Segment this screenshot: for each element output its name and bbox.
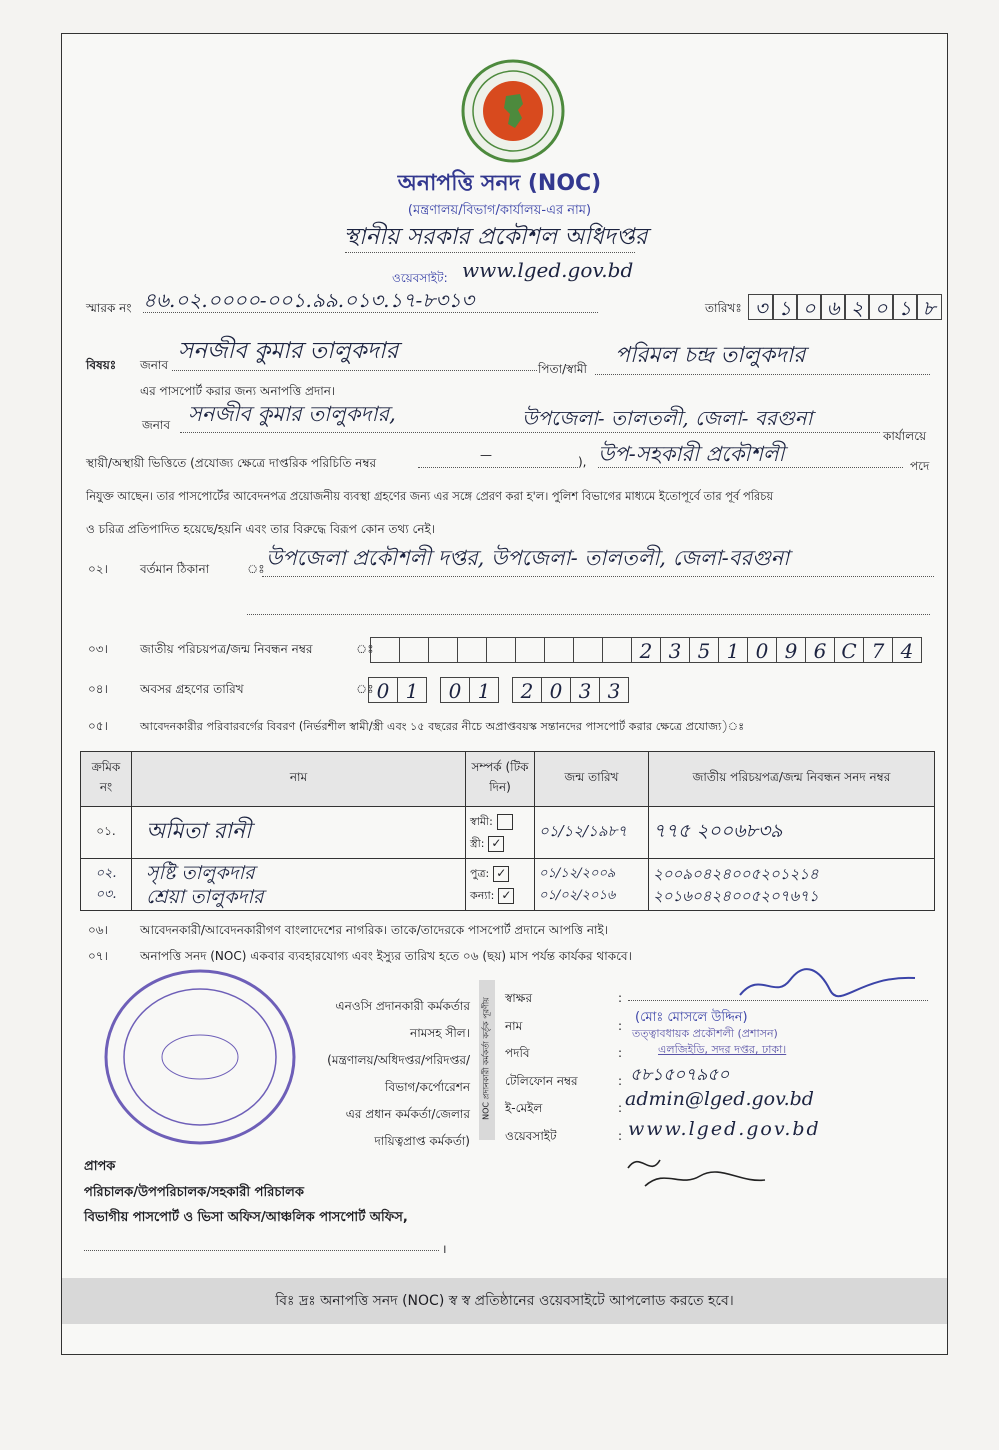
nid-digit [515,637,545,663]
date-boxes [748,294,940,322]
row-name: অমিতা রানী [132,807,466,859]
officer-website: www.lged.gov.bd [628,1118,821,1140]
date-digit: ৬ [820,294,846,320]
subject-mr-label: জনাব [140,358,169,372]
row-relation [466,807,535,859]
signature-scribble-icon [730,960,920,1010]
retire-digit: 1 [469,677,499,703]
father-name-underline [595,374,930,375]
basis-text: স্থায়ী/অস্থায়ী ভিত্তিতে (প্রযোজ্য ক্ষেত্রে দাপ্তরিক পরিচিতি নম্বর [86,456,377,470]
item-03-number: ০৩। [88,642,108,656]
nid-digit: 4 [892,637,922,663]
vertical-label: NOC প্রদানকারী কর্মকর্তা কর্তৃক পূরণীয় [481,997,491,1120]
family-table [80,751,935,911]
nid-digit [399,637,429,663]
nid-digit: 2 [631,637,661,663]
field-designation: পদবি [505,1046,530,1060]
table-header-row [81,752,935,807]
relation-checkbox[interactable]: ✓ [488,836,504,852]
close-paren: ), [578,455,587,469]
th-nid: জাতীয় পরিচয়পত্র/জন্ম নিবন্ধন সনদ নম্বর [649,752,935,807]
nid-digit [544,637,574,663]
father-label: পিতা/স্বামী [538,362,587,376]
row-nid [649,859,935,911]
row-relation [466,859,535,911]
body-line-3: নিযুক্ত আছেন। তার পাসপোর্টের আবেদনপত্র প্রয়োজনীয় ব্যবস্থা গ্রহণের জন্য এর সঙ্গে প্রেরণ করা হ'ল। পুলিশ বিভাগের মাধ্যমে ইতোপূর্বে তার পূর্ব পরিচয় [86,489,774,503]
website-value: www.lged.gov.bd [462,258,634,282]
retire-digit: 0 [368,677,398,703]
date-digit: ৩ [748,294,774,320]
item-07-number: ০৭। [88,949,108,963]
body-name-underline [180,432,880,433]
row-name [132,859,466,911]
th-relation: সম্পর্ক (টিক দিন) [466,752,535,807]
row-dob [535,859,649,911]
memo-underline [143,312,598,313]
issuer-line: নামসহ সীল। [410,1026,470,1040]
recipient-line-3 [84,1250,439,1251]
officer-email: admin@lged.gov.bd [625,1088,814,1110]
officer-phone: ৫৮১৫০৭৯৫০ [630,1065,730,1085]
designation-underline [598,467,903,468]
th-serial: ক্রমিক নং [81,752,132,807]
nid-digit [602,637,632,663]
present-address: উপজেলা প্রকৌশলী দপ্তর, উপজেলা- তালতলী, জেলা-বরগুনা [266,546,790,570]
office-stamp-icon [100,965,300,1150]
address-label: বর্তমান ঠিকানা [140,562,210,576]
colon: : [618,1018,623,1033]
retirement-colon: ঃ [356,682,374,696]
designation: উপ-সহকারী প্রকৌশলী [598,442,785,466]
issuer-line: এনওসি প্রদানকারী কর্মকর্তার [335,999,470,1013]
child-nid: ২০০৯০৪২৪০০৫২০১২১৪ [653,864,819,883]
issuer-line: দায়িত্বপ্রাপ্ত কর্মকর্তা) [374,1134,470,1148]
applicant-name-underline [172,370,537,371]
office-name-underline [345,252,635,253]
address-underline-2 [247,614,930,615]
item-04-number: ০৪। [88,682,108,696]
subject-purpose: এর পাসপোর্ট করার জন্য অনাপত্তি প্রদান। [140,384,336,398]
issuer-description [300,993,470,1155]
date-digit: ২ [844,294,870,320]
office-suffix: কার্যালয়ে [883,429,927,443]
issuer-line: বিভাগ/কর্পোরেশন [385,1080,470,1094]
retire-digit: 3 [599,677,629,703]
nid-digit: 5 [689,637,719,663]
retire-digit: 2 [512,677,542,703]
document-title: অনাপত্তি সনদ (NOC) [397,171,602,196]
item-06-number: ০৬। [88,923,108,937]
ministry-caption: (মন্ত্রণালয়/বিভাগ/কার্যালয়-এর নাম) [407,203,592,218]
body-name: সনজীব কুমার তালুকদার, [188,402,396,426]
nid-digit: 6 [805,637,835,663]
subject-label: বিষয়ঃ [86,358,117,372]
date-digit: ৮ [916,294,942,320]
nid-digit: 7 [863,637,893,663]
item-02-number: ০২। [88,562,108,576]
memo-label: স্মারক নং [86,301,132,315]
office-name: স্থানীয় সরকার প্রকৌশল অধিদপ্তর [343,224,648,250]
memo-number: ৪৬.০২.০০০০-০০১.৯৯.০১৩.১৭-৮৩১৩ [143,288,475,312]
issuer-field-labels [505,985,578,1150]
nid-digit [457,637,487,663]
recipient-line-1: পরিচালক/উপপরিচালক/সহকারী পরিচালক [84,1185,304,1200]
colon: : [618,1101,623,1115]
relation-label: কন্যা: [470,888,495,902]
retire-digit: 1 [397,677,427,703]
child-name: শ্রেয়া তালুকদার [146,885,264,908]
nid-colon: ঃ [356,642,374,656]
government-seal-icon [460,58,566,164]
nid-label: জাতীয় পরিচয়পত্র/জন্ম নিবন্ধন নম্বর [140,642,313,656]
date-digit: ১ [892,294,918,320]
field-telephone: টেলিফোন নম্বর [505,1073,578,1088]
validity-note: অনাপত্তি সনদ (NOC) একবার ব্যবহারযোগ্য এবং ইস্যুর তারিখ হতে ০৬ (ছয়) মাস পর্যন্ত কার্যকর থাকবে। [140,949,632,963]
vertical-label-bar [479,980,495,1140]
retirement-date-boxes [368,677,650,705]
date-label: তারিখঃ [705,301,742,315]
relation-label: স্ত্রী: [470,836,485,850]
field-website: ওয়েবসাইট [505,1128,557,1143]
officer-name: (মোঃ মোসলে উদ্দিন) [635,1010,748,1025]
recipient-line-2: বিভাগীয় পাসপোর্ট ও ভিসা অফিস/আঞ্চলিক পাসপোর্ট অফিস, [84,1210,408,1225]
row-dob: ০১/১২/১৯৮৭ [535,807,649,859]
table-row [81,807,935,859]
relation-checkbox[interactable] [497,814,513,830]
child-name: সৃষ্টি তালুকদার [146,861,255,884]
nid-digit [573,637,603,663]
colon: : [618,1073,623,1088]
post-suffix: পদে [910,459,930,473]
date-digit: ১ [772,294,798,320]
family-description-label: আবেদনকারীর পরিবারবর্গের বিবরণ (নির্ভরশীল স্বামী/স্ত্রী এবং ১৫ বছরের নীচে অপ্রাপ্তবয়স্ক সন্তানদের পাসপোর্ট করার ক্ষেত্রে প্রযোজ্য)ঃ [140,720,745,733]
retire-digit: 3 [570,677,600,703]
nid-boxes [370,637,935,665]
address-underline-1 [262,576,934,577]
colon: : [618,1046,623,1060]
retire-digit: 0 [541,677,571,703]
issuer-line: (মন্ত্রণালয়/অধিদপ্তর/পরিদপ্তর/ [327,1053,470,1067]
nid-digit [428,637,458,663]
citizenship-note: আবেদনকারী/আবেদনকারীগণ বাংলাদেশের নাগরিক। তাকে/তাদেরকে পাসপোর্ট প্রদানে আপত্তি নাই। [140,923,609,937]
official-id: — [480,448,492,462]
field-email: ই-মেইল [505,1101,543,1115]
relation-checkbox[interactable]: ✓ [493,866,509,882]
issuer-colons [618,985,622,1150]
initials-scribble-icon [620,1148,770,1196]
nid-digit: 0 [747,637,777,663]
office-location: উপজেলা- তালতলী, জেলা- বরগুনা [522,406,813,430]
address-colon: ঃ [247,562,265,576]
officer-designation: তত্ত্বাবধায়ক প্রকৌশলী (প্রশাসন) [632,1027,778,1040]
th-dob: জন্ম তারিখ [535,752,649,807]
nid-digit: 9 [776,637,806,663]
relation-checkbox[interactable]: ✓ [498,888,514,904]
field-signature: স্বাক্ষর [505,991,533,1005]
child-dob: ০১/১২/২০০৯ [539,865,616,881]
recipient-line-end: । [442,1242,447,1256]
row-nid: ৭৭৫ ২০০৬৮৩৯ [649,807,935,859]
table-row [81,859,935,911]
date-digit: ০ [796,294,822,320]
child-nid: ২০১৬০৪২৪০০৫২০৭৬৭১ [653,886,819,905]
relation-label: পুত্র: [470,866,490,880]
row-serial: ০২. ০৩. [81,859,132,911]
retire-digit: 0 [440,677,470,703]
recipient-label: প্রাপক [84,1159,116,1174]
th-name: নাম [132,752,466,807]
colon: : [618,991,623,1005]
row-serial: ০১. [81,807,132,859]
item-05-number: ০৫। [88,719,108,733]
footer-note: বিঃ দ্রঃ অনাপত্তি সনদ (NOC) স্ব স্ব প্রতিষ্ঠানের ওয়েবসাইটে আপলোড করতে হবে। [62,1278,947,1324]
official-id-underline [418,467,578,468]
nid-digit: 3 [660,637,690,663]
officer-office: এলজিইডি, সদর দপ্তর, ঢাকা। [658,1043,787,1056]
body-line-4: ও চরিত্র প্রতিপাদিত হয়েছে/হয়নি এবং তার বিরুদ্ধে বিরূপ কোন তথ্য নেই। [86,522,436,536]
father-name: পরিমল চন্দ্র তালুকদার [615,343,806,368]
body-mr-label: জনাব [142,418,171,432]
field-name: নাম [505,1018,523,1033]
nid-digit: 1 [718,637,748,663]
relation-label: স্বামী: [470,814,493,828]
applicant-name: সনজীব কুমার তালুকদার [178,338,399,364]
date-digit: ০ [868,294,894,320]
nid-digit [370,637,400,663]
nid-digit [486,637,516,663]
colon: : [618,1128,623,1143]
nid-digit: C [834,637,864,663]
retirement-label: অবসর গ্রহণের তারিখ [140,682,244,696]
website-label: ওয়েবসাইট: [392,271,448,285]
child-dob: ০১/০২/২০১৬ [539,887,616,903]
issuer-line: এর প্রধান কর্মকর্তা/জেলার [345,1107,470,1121]
